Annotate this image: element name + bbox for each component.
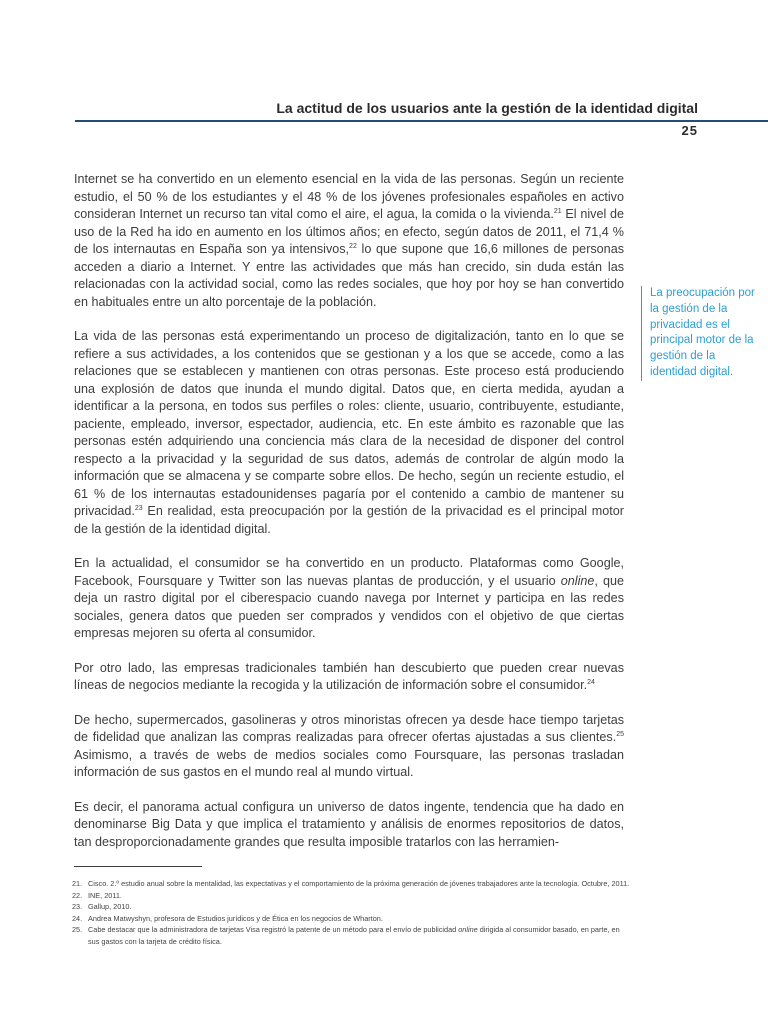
margin-sidenote: La preocupación por la gestión de la privacidad es el principal motor de la gestión de la identidad digital. bbox=[641, 286, 758, 381]
paragraph-2 bbox=[74, 328, 624, 538]
footnote-text-part: Cabe destacar que la administradora de tarjetas Visa registró la patente de un método para el envío de publicidad bbox=[88, 925, 459, 935]
paragraph-4 bbox=[74, 660, 624, 695]
running-header-title: La actitud de los usuarios ante la gestión de la identidad digital bbox=[276, 100, 698, 116]
footnote-ref-25: 25 bbox=[616, 731, 624, 738]
footnote-text-part: dirigida al consumidor basado, en parte, en sus gastos con la tarjeta de crédito física. bbox=[88, 925, 620, 946]
paragraph-5 bbox=[74, 712, 624, 782]
page-number: 25 bbox=[681, 123, 698, 138]
paragraph-text: , que deja un rastro digital por el ciberespacio cuando navega por Internet y participa en las redes sociales, genera datos que pueden ser comprados y vendidos con el objetivo de que ciertas empresas mejoren su oferta al consumidor. bbox=[74, 573, 624, 640]
footnote-21 bbox=[72, 878, 632, 890]
footnote-ref-24: 24 bbox=[587, 679, 595, 686]
footnote-text: Andrea Matwyshyn, profesora de Estudios jurídicos y de Ética en los negocios de Wharton. bbox=[88, 913, 383, 923]
footnote-22 bbox=[72, 890, 632, 902]
footnote-ref-21: 21 bbox=[553, 208, 562, 215]
paragraph-text: El nivel de uso de la Red ha ido en aumento en los últimos años; en efecto, según datos de 2011, el 71,4 % de los internautas en España son ya intensivos, bbox=[74, 207, 625, 256]
paragraph-text: Por otro lado, las empresas tradicionales también han descubierto que pueden crear nuevas líneas de negocios mediante la recogida y la utilización de información sobre el consumidor. bbox=[74, 660, 624, 692]
footnote-number: 23. bbox=[72, 902, 83, 912]
paragraph-text: lo que supone que 16,6 millones de personas acceden a diario a Internet. Y entre las actividades que más han crecido, sin duda están las relacionadas con la actividad social, como las redes sociales, que hoy por hoy se han convertido en habituales entre un alto porcentaje de la población. bbox=[74, 242, 624, 309]
footnote-25 bbox=[72, 924, 632, 947]
paragraph-1 bbox=[74, 171, 624, 311]
paragraph-text: De hecho, supermercados, gasolineras y otros minoristas ofrecen ya desde hace tiempo tarjetas de fidelidad que analizan las compras realizadas para ofrecer ofertas ajustadas a sus clientes. bbox=[74, 712, 624, 744]
paragraph-text: La vida de las personas está experimentando un proceso de digitalización, tanto en lo que se refiere a sus actividades, a los contenidos que se gestionan y a los que se accede, como a las relaciones que se establecen y mantienen con otras personas. Este proceso está produciendo una explosión de datos que inunda el mundo digital. Datos que, en cierta medida, ayudan a identificar a la persona, en todos sus perfiles o roles: cliente, usuario, contribuyente, estudiante, paciente, empleado, inversor, espectador, audiencia, etc. En este ámbito es razonable que las personas estén adquiriendo una conciencia más clara de la necesidad de disponer del control respecto a la privacidad y la seguridad de sus datos, además de controlar de algún modo la información que se almacena y se comparte sobre ellos. De hecho, según un reciente estudio, el 61 % de los internautas estadounidenses pagaría por el contenido a cambio de mantener su privacidad. bbox=[74, 329, 624, 518]
footnote-rule bbox=[74, 866, 202, 867]
paragraph-text: En realidad, esta preocupación por la gestión de la privacidad es el principal motor de la gestión de la identidad digital. bbox=[74, 504, 624, 536]
italic-term: online bbox=[560, 573, 595, 588]
footnote-text: INE, 2011. bbox=[88, 890, 122, 900]
footnote-text: Cisco. 2.º estudio anual sobre la mentalidad, las expectativas y el comportamiento de la próxima generación de jóvenes trabajadores ante la tecnología. Octubre, 2011. bbox=[88, 879, 630, 888]
footnote-text bbox=[88, 924, 632, 947]
paragraph-3 bbox=[74, 555, 624, 643]
footnote-23 bbox=[72, 901, 632, 913]
paragraph-6: Es decir, el panorama actual configura un universo de datos ingente, tendencia que ha dado en denominarse Big Data y que implica el tratamiento y análisis de enormes repositorios de datos, tan desproporcionadamente grandes que resulta imposible tratarlos con las herramien- bbox=[74, 799, 624, 849]
main-text-column bbox=[74, 171, 624, 868]
footnote-ref-22: 22 bbox=[349, 243, 357, 250]
paragraph-text: Internet se ha convertido en un elemento esencial en la vida de las personas. Según un reciente estudio, el 50 % de los estudiantes y el 48 % de los jóvenes profesionales españoles en activo consideran Internet un recurso tan vital como el aire, el agua, la comida o la vivienda. bbox=[74, 172, 624, 221]
footnotes bbox=[72, 878, 632, 948]
footnote-number: 21. bbox=[72, 879, 83, 888]
footnote-number: 25. bbox=[72, 925, 83, 935]
footnote-number: 22. bbox=[72, 890, 83, 900]
footnote-text: Gallup, 2010. bbox=[88, 902, 132, 912]
footnote-number: 24. bbox=[72, 913, 83, 923]
header-rule bbox=[75, 120, 768, 122]
footnote-ref-23: 23 bbox=[134, 505, 143, 512]
paragraph-text: En la actualidad, el consumidor se ha convertido en un producto. Plataformas como Google, Facebook, Foursquare y Twitter son las nuevas plantas de producción, y el usuario bbox=[74, 556, 624, 588]
paragraph-text: Asimismo, a través de webs de medios sociales como Foursquare, las personas trasladan información de sus gastos en el mundo real al mundo virtual. bbox=[74, 747, 624, 779]
footnote-24 bbox=[72, 913, 632, 925]
italic-term: online bbox=[458, 925, 478, 935]
